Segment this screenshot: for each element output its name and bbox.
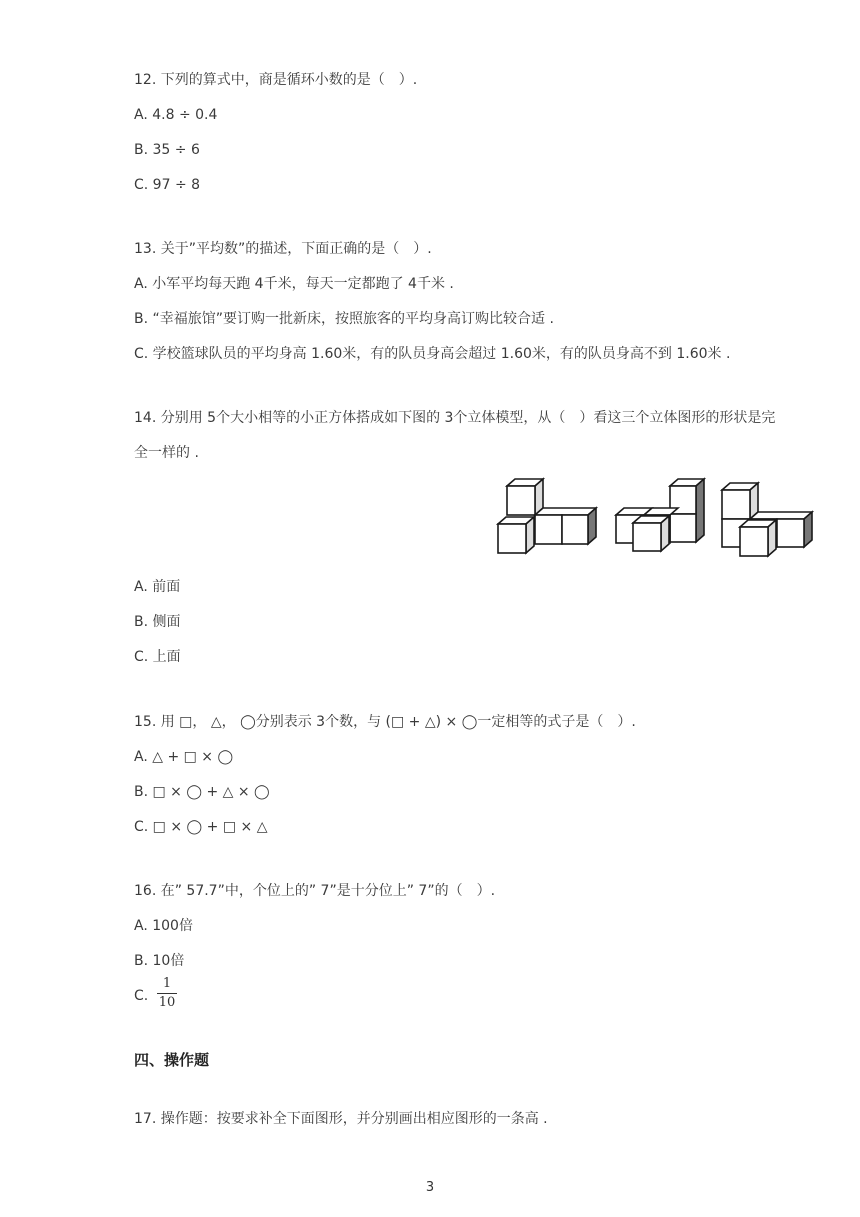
question-16: [134, 881, 495, 901]
question-text: 操作题：按要求补全下面图形，并分别画出相应图形的一条高 .: [160, 1111, 548, 1127]
cube-model-1: [498, 479, 596, 553]
option-b[interactable]: B. □ × ◯ + △ × ◯: [134, 784, 270, 800]
option-a[interactable]: A. △ + □ × ◯: [134, 749, 234, 765]
fraction-one-tenth: [156, 976, 178, 1011]
option-c[interactable]: C. 学校篮球队员的平均身高 1.60米，有的队员身高会超过 1.60米，有的队员身高不到 1.60米 .: [134, 346, 731, 362]
question-text: 下列的算式中，商是循环小数的是（ ）.: [160, 72, 418, 88]
page-number: 3: [425, 1180, 435, 1195]
option-c[interactable]: C.: [134, 988, 149, 1004]
option-b[interactable]: B. 35 ÷ 6: [134, 142, 200, 158]
question-text-line2: 全一样的 .: [134, 445, 199, 461]
fraction-bar: [157, 993, 177, 994]
section-heading: 四、操作题: [134, 1051, 210, 1069]
option-c[interactable]: C. □ × ◯ + □ × △: [134, 819, 268, 835]
question-number: 15.: [134, 714, 157, 730]
question-17: [134, 1109, 548, 1129]
option-b[interactable]: B. 侧面: [134, 614, 181, 630]
question-12: [134, 70, 417, 90]
option-a[interactable]: A. 100倍: [134, 918, 193, 934]
option-b[interactable]: B. “幸福旅馆”要订购一批新床，按照旅客的平均身高订购比较合适 .: [134, 311, 554, 327]
fraction-numerator: 1: [162, 976, 172, 991]
question-number: 17.: [134, 1111, 157, 1127]
option-a[interactable]: A. 小军平均每天跑 4千米，每天一定都跑了 4千米 .: [134, 276, 454, 292]
question-number: 13.: [134, 241, 157, 257]
question-number: 16.: [134, 883, 157, 899]
option-c[interactable]: C. 上面: [134, 649, 181, 665]
question-text: 关于”平均数”的描述，下面正确的是（ ）.: [160, 241, 432, 257]
question-13: [134, 239, 432, 259]
cube-model-3: [722, 483, 812, 556]
question-15: [134, 712, 636, 732]
question-text: 用 □， △， ◯分别表示 3个数，与 (□ + △) × ◯一定相等的式子是（ ）.: [160, 714, 636, 730]
question-number: 12.: [134, 72, 157, 88]
cube-models-figure: [490, 472, 820, 562]
option-b[interactable]: B. 10倍: [134, 953, 185, 969]
question-14: [134, 408, 775, 428]
cube-model-2: [616, 479, 704, 551]
question-text: 在” 57.7”中，个位上的” 7”是十分位上” 7”的（ ）.: [160, 883, 496, 899]
question-number: 14.: [134, 410, 157, 426]
option-c[interactable]: C. 97 ÷ 8: [134, 177, 201, 193]
option-a[interactable]: A. 前面: [134, 579, 181, 595]
fraction-denominator: 10: [158, 995, 176, 1010]
option-a[interactable]: A. 4.8 ÷ 0.4: [134, 107, 218, 123]
question-text-line1: 分别用 5个大小相等的小正方体搭成如下图的 3个立体模型，从（ ）看这三个立体图形的形状是完: [160, 410, 776, 426]
